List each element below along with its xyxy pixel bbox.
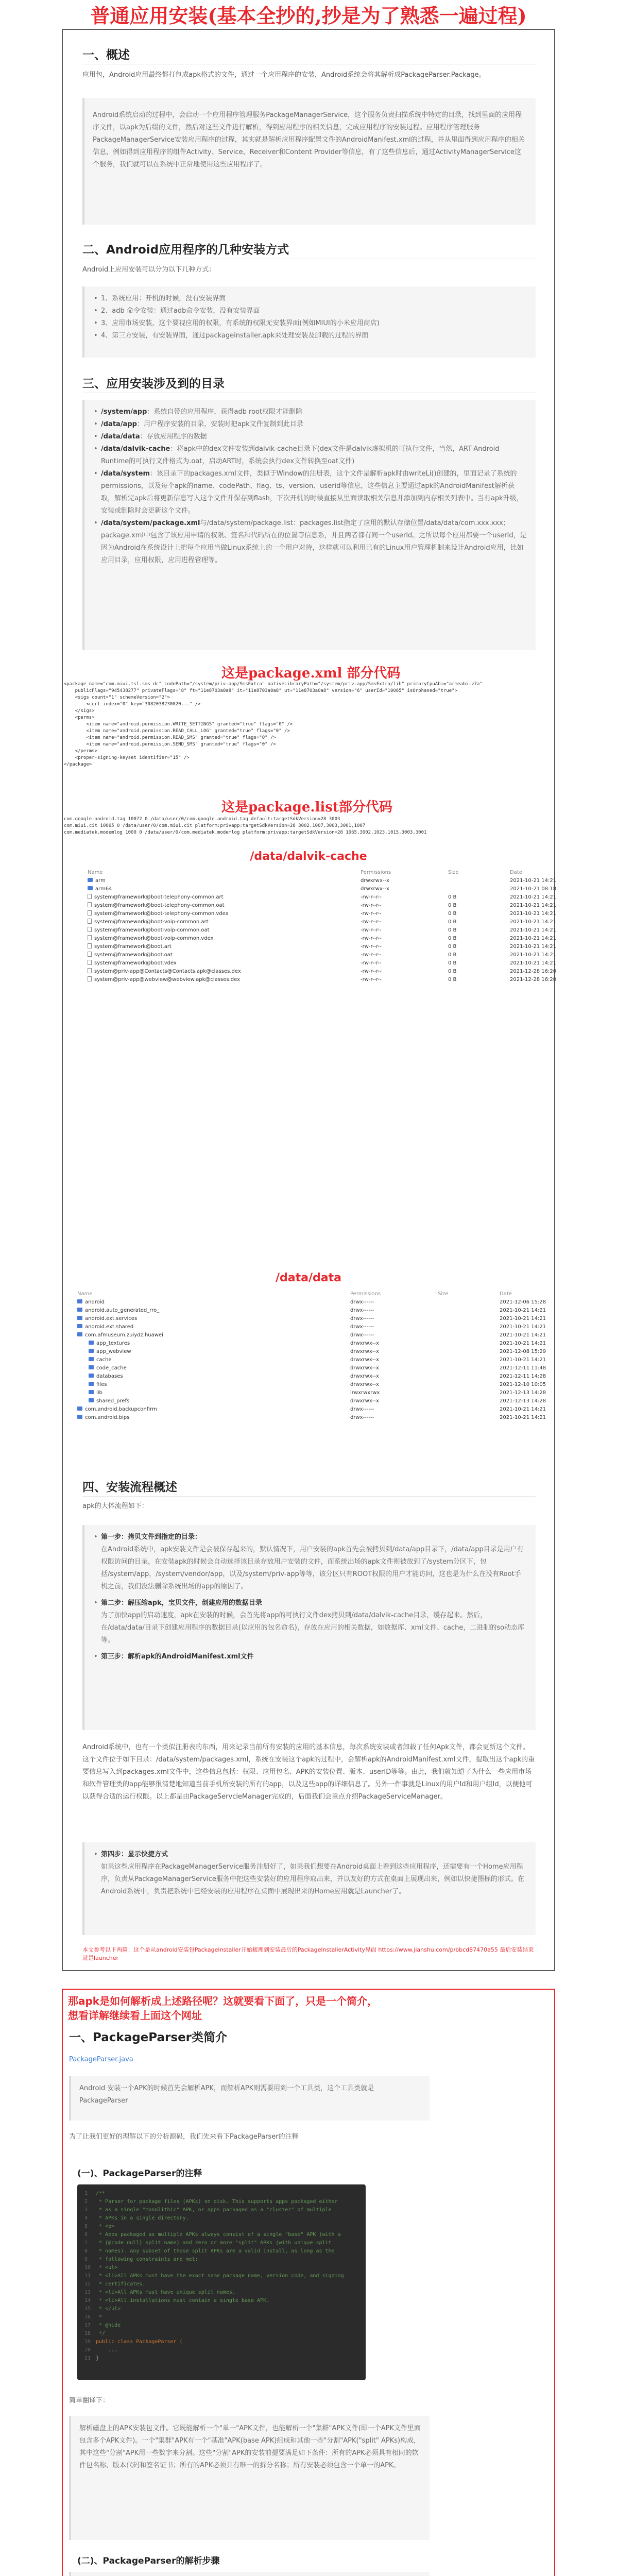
list-item: • 第三步：解析apk的AndroidManifest.xml文件: [93, 1651, 527, 1663]
file-row[interactable]: system@framework@boot-telephony-common.oat -rw-r--r-- 0 B 2021-10-21 14:21: [88, 902, 536, 910]
folder-icon: [89, 1365, 94, 1369]
section-heading-install-flow: 四、安装流程概述: [82, 1481, 177, 1494]
code-line: </package>: [64, 762, 92, 767]
file-icon: [88, 894, 92, 899]
packageparser-quote: Android 安装一个APK的时候首先会解析APK，而解析APK则需要用到一个工具类，这个工具类就是PackageParser: [69, 2076, 430, 2121]
file-row[interactable]: com.afmuseum.zuiydz.huawei drwx------ 2021-10-21 14:21: [77, 1331, 536, 1340]
file-row[interactable]: system@framework@boot.art -rw-r--r-- 0 B 2021-10-21 14:21: [88, 943, 536, 951]
section-heading-install-methods: 二、Android应用程序的几种安装方式: [82, 243, 289, 257]
file-row[interactable]: system@priv-app@webview@webview.apk@classes.dex -rw-r--r-- 0 B 2021-12-28 16:20: [88, 976, 536, 984]
code-line: <sigs count="1" schemeVersion="2">: [64, 695, 170, 700]
list-item: • /data/data：存放应用程序的数据: [93, 431, 527, 443]
file-row[interactable]: databases drwxrwx--x 2021-12-11 14:28: [77, 1372, 536, 1381]
file-icon: [88, 927, 92, 932]
translation-quote: 解析磁盘上的APK安装包文件。它既能解析一个"单一"APK文件，也能解析一个"集群"APK文件(即一个APK文件里面包含多个APK文件)。一个"集群"APK有一个"基准"APK(base APK)组成和其他一些"分割"APK("split" APKs)构成，其中这些"分割"APK用一些数字来分割。这些"分割"APK的安装前提要满足如下条件：所有的APK必须具有相同的软件包名称、版本代码和签名证书；所有的APK必须具有唯一的拆分名称；所有安装必须包含一个单一的APK。: [69, 2416, 430, 2540]
file-row[interactable]: android.ext.shared drwx------ 2021-10-21 14:21: [77, 1323, 536, 1331]
file-icon: [88, 976, 92, 981]
folder-icon: [77, 1299, 82, 1303]
code-line: 15 * </ul>: [84, 2306, 121, 2312]
folder-icon: [77, 1308, 82, 1312]
file-row[interactable]: lib lrwxrwxrwx 2021-12-13 14:28: [77, 1389, 536, 1397]
code-line: 11 * <li>All APKs must have the exact same package name, version code, and signing: [84, 2273, 344, 2279]
file-row[interactable]: android.ext.services drwx------ 2021-10-21 14:21: [77, 1315, 536, 1323]
code-line: 10 * <ul>: [84, 2265, 118, 2270]
package-xml-code: [64, 681, 553, 774]
package-list-code: [64, 816, 553, 839]
overview-quote-text: Android系统启动的过程中，会启动一个应用程序管理服务PackageManagerService，这个服务负责扫描系统中特定的目录，找到里面的应用程序文件，以apk为后缀的文件，然后对这些文件进行解析，得到应用程序的相关信息，完成应用程序的安装过程。应用程序管理服务PackageManagerService安装应用程序的过程，其实就是解析应用程序配置文件的AndroidManifest.xml的过程，并从里面得到应用程序的相关信息，例如得到应用程序的组件Activity、Service、Receiver和Content Provider等信息，有了这些信息后，通过ActivityManagerService这个服务，我们就可以在系统中正常地使用这些应用程序了。: [93, 111, 525, 168]
data-data-file-list: [77, 1290, 546, 1422]
file-icon: [88, 919, 92, 924]
code-line: 2 * Parser for package files (APKs) on disk. This supports apps packaged either: [84, 2199, 338, 2205]
folder-icon: [88, 878, 93, 882]
folder-icon: [89, 1398, 94, 1402]
subheading-parse-steps: (二)、PackageParser的解析步骤: [77, 2556, 220, 2566]
file-row[interactable]: app_webview drwxrwx--x 2021-12-08 15:29: [77, 1348, 536, 1356]
step4-quote: [82, 1842, 536, 1935]
code-line: 17 * @hide: [84, 2323, 121, 2328]
code-line: </perms>: [64, 749, 98, 754]
code-line: <item name="android.permission.READ_CALL_LOG" granted="true" flags="0" />: [64, 728, 290, 734]
file-row[interactable]: arm drwxrwx--x 2021-10-21 14:21: [88, 877, 536, 885]
file-row[interactable]: code_cache drwxrwx--x 2021-12-11 11:48: [77, 1364, 536, 1372]
file-icon: [88, 943, 92, 948]
directories-list: [82, 400, 536, 650]
code-line: 21 }: [84, 2355, 99, 2361]
folder-icon: [77, 1316, 82, 1320]
list-item: • /system/app：系统自带的应用程序，获得adb root权限才能删除: [93, 406, 527, 418]
overview-quote: [82, 98, 536, 225]
folder-icon: [77, 1406, 82, 1411]
file-row[interactable]: android drwx------ 2021-12-06 15:28: [77, 1298, 536, 1307]
file-icon: [88, 902, 92, 907]
list-item: • 第二步：解压缩apk，宝贝文件，创建应用的数据目录 为了加快app的启动速度，apk在安装的时候，会首先将app的可执行文件dex拷贝到/data/dalvik-cache目录，缓存起来。然后，在/data/data/目录下创建应用程序的数据目录(以应用的包名命名)，存放在应用的相关数据，如数据库、xml文件、cache，二进制的so动态库等。: [93, 1597, 527, 1647]
file-row[interactable]: system@framework@boot-voip-common.vdex -rw-r--r-- 0 B 2021-10-21 14:21: [88, 935, 536, 943]
folder-icon: [89, 1357, 94, 1361]
file-row[interactable]: com.android.backupconfirm drwx------ 2021-10-21 14:21: [77, 1405, 536, 1414]
code-line: com.miui.cit 10065 0 /data/user/0/com.miui.cit platform:privapp:targetSdkVersion=28 3002,1007,3003,3001,1007: [64, 823, 366, 828]
file-row[interactable]: system@framework@boot-telephony-common.vdex -rw-r--r-- 0 B 2021-10-21 14:21: [88, 910, 536, 918]
folder-icon: [89, 1341, 94, 1345]
subheading-comment: (一)、PackageParser的注释: [77, 2168, 202, 2179]
packageparser-source-code: [77, 2184, 366, 2380]
code-line: 16 *: [84, 2314, 102, 2320]
list-item: • /data/dalvik-cache：将apk中的dex文件安装到dalvik-cache目录下(dex文件是dalvik虚拟机的可执行文件，当然，ART-Android Runtime的可执行文件格式为.oat，启动ART时，系统会执行dex文件转换至oat文件): [93, 443, 527, 468]
code-line: <perms>: [64, 715, 95, 720]
list-item: • 1、系统应用：开机的时候，没有安装界面: [93, 293, 527, 305]
code-line: com.mediatek.modemlog 1000 0 /data/user/0/com.mediatek.modemlog platform:privapp:targetSdkVersion=28 1065,3002,1023,1015,3003,3001: [64, 830, 427, 835]
code-line: <proper-signing-keyset identifier="15" />: [64, 755, 190, 760]
file-icon: [88, 935, 92, 940]
code-line: </sigs>: [64, 708, 95, 714]
install-methods-list: [82, 286, 536, 358]
list-item: • /data/app：用户程序安装的目录，安装时把apk文件复制到此目录: [93, 418, 527, 431]
file-row[interactable]: com.android.bips drwx------ 2021-10-21 14:21: [77, 1414, 536, 1422]
divider: [82, 1496, 536, 1497]
list-item: • 第四步：显示快捷方式 如果这些应用程序在PackageManagerService服务注册好了，如果我们想要在Android桌面上看到这些应用程序，还需要有一个Home应用程序，负责从PackageManagerService服务中把这些安装好的应用程序取出来，并以友好的方式在桌面上展现出来，例如以快捷图标的形式。在Android系统中，负责把系统中已经安装的应用程序在桌面中展现出来的Home应用就是Launcher了。: [93, 1849, 527, 1898]
folder-icon: [88, 886, 93, 890]
annotation-package-list: 这是package.list部分代码: [221, 800, 392, 815]
page-title: 普通应用安装(基本全抄的,抄是为了熟悉一遍过程): [90, 4, 527, 27]
dalvik-cache-file-list: [88, 869, 557, 984]
packageparser-link[interactable]: PackageParser.java: [69, 2056, 133, 2063]
file-row[interactable]: system@framework@boot-voip-common.oat -rw-r--r-- 0 B 2021-10-21 14:21: [88, 926, 536, 935]
code-line: 12 * certificates.: [84, 2281, 146, 2287]
file-icon: [88, 952, 92, 957]
install-steps: [82, 1525, 536, 1730]
list-item: • /data/system/package.xml与/data/system/package.list：packages.list指定了应用的默认存储位置/data/data/com.xxx.xxx；package.xml中包含了该应用申请的权限、签名和代码所在的位置等信息系，并且两者都有同一个userld。之所以每个应用都要一个userId，是因为Android在系统设计上把每个应用当做Linux系统上的一个用户对待，这样就可以利用已有的Linux用户管理机制来设计Android应用，比如应用目录，应用权限，应用进程管理等。: [93, 517, 527, 567]
transition-note: 那apk是如何解析成上述路径呢？这就要看下面了，只是一个简介， 想看详解继续看上面这个网址: [68, 1995, 378, 2022]
list-item: • 3、应用市场安装，这个要视应用的权限，有系统的权限无安装界面(例如MIUI的小米应用商店): [93, 317, 527, 330]
file-list-header: Name Permissions Size Date: [77, 1291, 512, 1297]
file-row[interactable]: app_textures drwxrwx--x 2021-10-21 14:21: [77, 1340, 536, 1348]
code-line: <package name="com.miui.tsl.sms_dc" codePath="/system/priv-app/SmsExtra" nativeLibraryPath="/system/priv-app/SmsExtra/lib" primaryCpuAbi="armeabi-v7a": [64, 682, 483, 687]
file-row[interactable]: system@framework@boot-voip-common.art -rw-r--r-- 0 B 2021-10-21 14:21: [88, 918, 536, 926]
annotation-dalvik-cache: /data/dalvik-cache: [250, 850, 367, 863]
code-line: com.google.android.tag 10072 0 /data/user/0/com.google.android.tag default:targetSdkVersion=28 3003: [64, 817, 340, 822]
code-line: 19 public class PackageParser {: [84, 2339, 183, 2345]
file-row[interactable]: shared_prefs drwxrwx--x 2021-12-13 14:28: [77, 1397, 536, 1405]
code-line: 7 * {@code null} split name) and zero or more "split" APKs (with unique split: [84, 2240, 332, 2246]
code-line: <item name="android.permission.WRITE_SETTINGS" granted="true" flags="0" />: [64, 722, 293, 727]
file-row[interactable]: arm64 drwxrwx--x 2021-10-21 08:18: [88, 885, 536, 893]
code-line: <cert index="0" key="3082038230820..." />: [64, 702, 201, 707]
folder-icon: [77, 1415, 82, 1419]
packageparser-intro: 为了让我们更好的理解以下的分析源码，我们先来看下PackageParser的注释: [69, 2133, 299, 2141]
reference-note: 本文参考以下两篇：这个是从android安装包PackageInstaller开始梳理到安装最后的PackageInstallerActivity界面 https://www.jianshu.com/p/bbcd87470a55 最后安装结束就是launcher: [82, 1946, 534, 1961]
install-flow-intro: apk的大体流程如下：: [82, 1502, 148, 1510]
section-heading-directories: 三、应用安装涉及到的目录: [82, 377, 225, 391]
code-line: 9 * following constraints are met:: [84, 2257, 198, 2262]
folder-icon: [77, 1324, 82, 1328]
code-line: 6 * Apps packaged as multiple APKs always consist of a single "base" APK (with a: [84, 2232, 341, 2238]
file-list-header: Name Permissions Size Date: [88, 870, 522, 875]
code-line: 4 * APKs in a single directory.: [84, 2215, 189, 2221]
file-row[interactable]: files drwxrwx--x 2021-12-10 10:05: [77, 1381, 536, 1389]
file-icon: [88, 968, 92, 973]
file-row[interactable]: system@framework@boot-telephony-common.art -rw-r--r-- 0 B 2021-10-21 14:21: [88, 893, 536, 902]
folder-icon: [89, 1382, 94, 1386]
code-line: 14 * <li>All installations must contain a single base APK.: [84, 2298, 270, 2303]
annotation-package-xml: 这是package.xml 部分代码: [221, 666, 401, 681]
code-line: 5 * <p>: [84, 2224, 115, 2229]
code-line: 20 ...: [84, 2347, 118, 2353]
file-row[interactable]: cache drwxrwx--x 2021-10-21 14:21: [77, 1356, 536, 1364]
file-icon: [88, 910, 92, 916]
section-heading-packageparser: 一、PackageParser类简介: [69, 2031, 228, 2044]
file-row[interactable]: system@framework@boot.vdex -rw-r--r-- 0 B 2021-10-21 14:21: [88, 959, 536, 968]
parse-steps-quote: [69, 2572, 430, 2576]
folder-icon: [77, 1332, 82, 1336]
list-item: • 第一步：拷贝文件到指定的目录： 在Android系统中，apk安装文件是会被保存起来的，默认情况下，用户安装的apk首先会被拷贝到/data/app目录下，/data/app目录是用户有权限访问的目录，在安装apk的时候会自动选择该目录存放用户安装的文件，而系统出场的apk文件则被放到了/system分区下，包括/system/app，/system/vendor/app，以及/system/priv-app等等，该分区只有ROOT权限的用户才能访问，这也是为什么在没有Root手机之前，我们没法删除系统出场的app的原因了。: [93, 1531, 527, 1593]
annotation-data-data: /data/data: [276, 1272, 341, 1284]
file-row[interactable]: system@priv-app@Contacts@Contacts.apk@classes.dex -rw-r--r-- 0 B 2021-12-28 16:20: [88, 968, 536, 976]
code-line: <item name="android.permission.SEND_SMS" granted="true" flags="0" />: [64, 742, 276, 747]
list-item: • /data/system：该目录下的packages.xml文件，类似于Window的注册表，这个文件是解析apk时由writeLi()创建的，里面记录了系统的permissions，以及每个apk的name、codePath、flag、ts、version、userid等信息，这些信息主要通过apk的AndroidManifest解析获取，解析完apk后将更新信息写入这个文件并保存到flash，下次开机的时候直接从里面读取相关信息并添加到内存相关列表中。当有apk升级，安装或删除时会更新这个文件。: [93, 468, 527, 517]
overview-paragraph: 应用包，Android应用最终都打包成apk格式的文件，通过一个应用程序的安装，Android系统会将其解析成PackageParser.Package。: [82, 71, 486, 79]
folder-icon: [89, 1374, 94, 1378]
folder-icon: [89, 1349, 94, 1353]
translation-label: 简单翻译下：: [69, 2397, 110, 2404]
code-line: 8 * names). Any subset of those split APKs are a valid install, as long as the: [84, 2248, 335, 2254]
code-line: 13 * <li>All APKs must have unique split names.: [84, 2290, 235, 2295]
list-item: • 4、第三方安装，有安装界面，通过packageinstaller.apk来处理安装及卸载的过程的界面: [93, 330, 527, 342]
file-icon: [88, 960, 92, 965]
file-row[interactable]: android.auto_generated_rro_ drwx------ 2021-10-21 14:21: [77, 1307, 536, 1315]
file-row[interactable]: system@framework@boot.oat -rw-r--r-- 0 B 2021-10-21 14:21: [88, 951, 536, 959]
code-line: <item name="android.permission.READ_SMS" granted="true" flags="0" />: [64, 735, 276, 740]
code-line: publicFlags="945438277" privateFlags="8" ft="11e8703a0a8" it="11e8703a0a8" ut="11e8703a0a8" version="6" userId="10065" isOrphaned="true">: [64, 688, 458, 693]
code-line: 3 * as a single "monolithic" APK, or apps packaged as a "cluster" of multiple: [84, 2207, 332, 2213]
list-item: • 2、adb 命令安装：通过adb命令安装，没有安装界面: [93, 305, 527, 317]
section-heading-overview: 一、概述: [82, 48, 130, 62]
install-methods-intro: Android上应用安装可以分为以下几种方式：: [82, 266, 216, 274]
code-line: 1 /**: [84, 2191, 106, 2196]
folder-icon: [89, 1390, 94, 1394]
registry-paragraph: Android系统中，也有一个类似注册表的东西，用来记录当前所有安装的应用的基本信息，每次系统安装或者卸载了任何Apk文件，都会更新这个文件。这个文件位于如下目录：/data/system/packages.xml，系统在安装这个apk的过程中，会解析apk的AndroidManifest.xml文件，提取出这个apk的重要信息写入到packages.xml文件中，这些信息包括：权限、应用包名、APK的安装位置、版本、userID等等。由此，我们就知道了为什么一些应用市场和软件管理类的app能够很清楚地知道当前手机所安装的所有的app，以及这些app的详细信息了。另外一件事就是Linux的用户Id和用户组Id，以便他可以获得合适的运行权限。以上都是由PackageServcieManager完成的，后面我们会重点介绍PackageServiceManager。: [82, 1743, 535, 1801]
code-line: 18 */: [84, 2331, 106, 2336]
